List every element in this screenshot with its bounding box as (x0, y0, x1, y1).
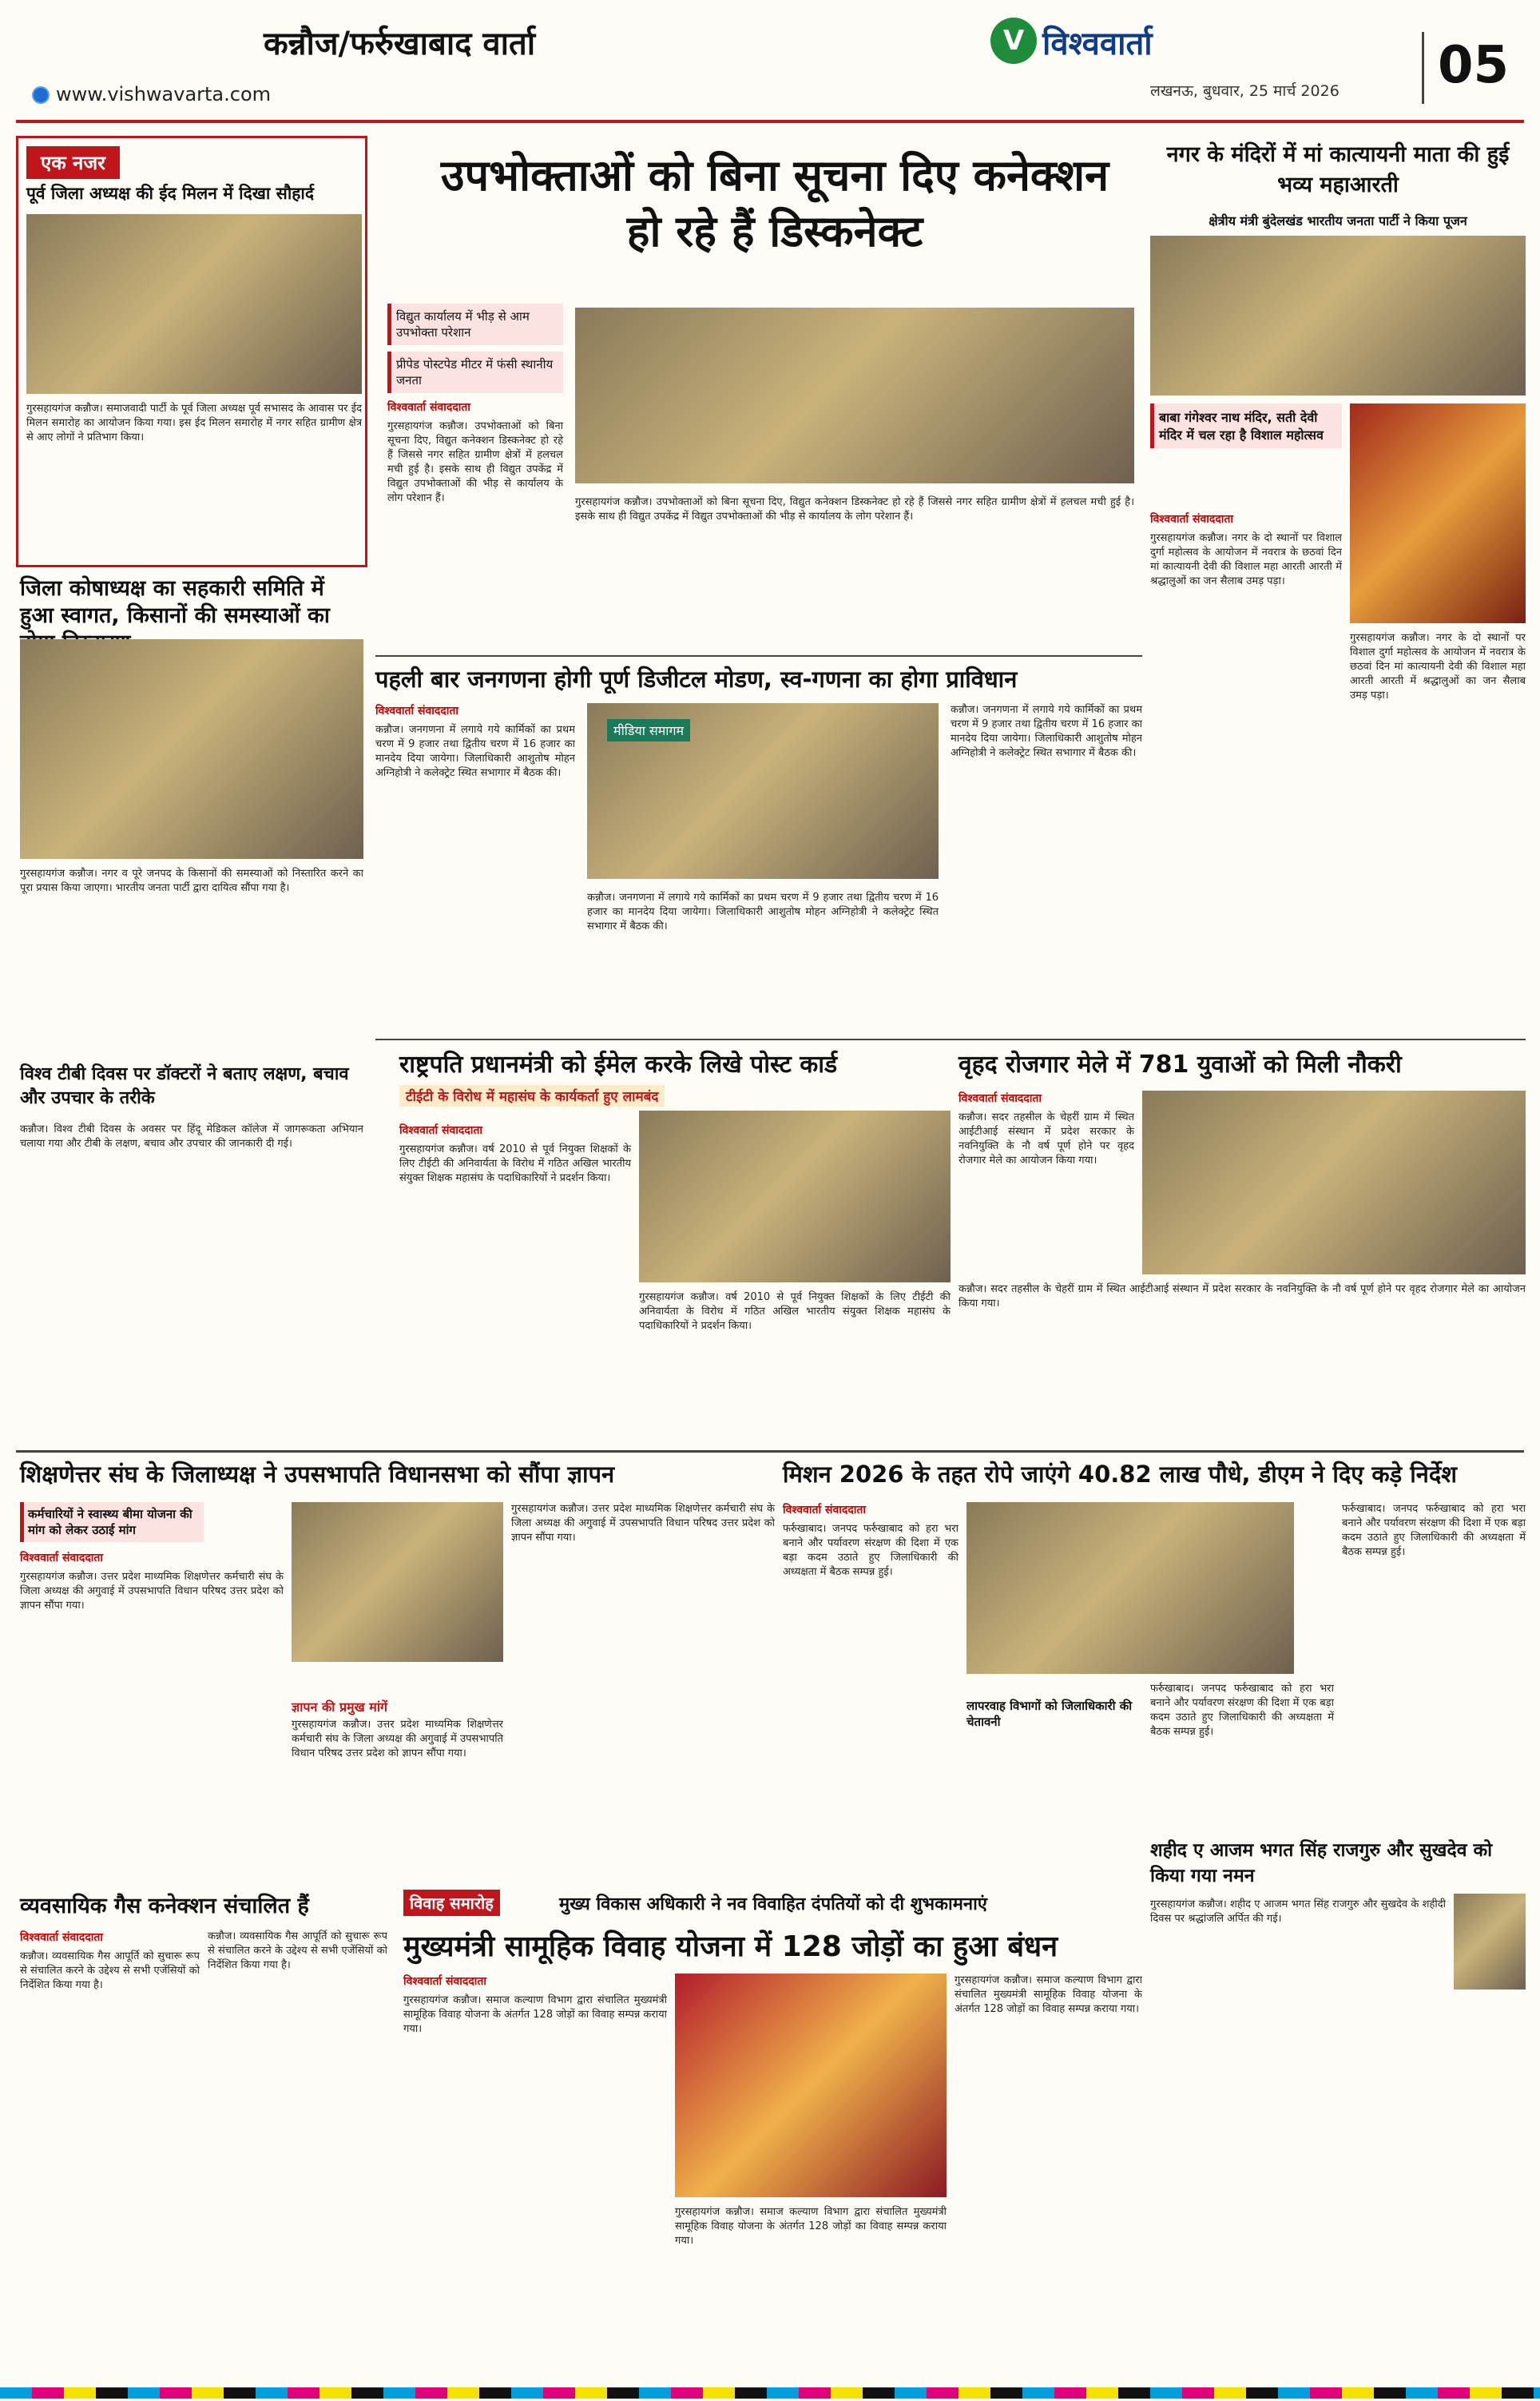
brand-logo-icon: V (990, 18, 1037, 64)
tb-story (16, 1063, 367, 1422)
mission-headline: मिशन 2026 के तहत रोपे जाएंगे 40.82 लाख पौधे, डीएम ने दिए कड़े निर्देश (783, 1461, 1458, 1488)
main-byline: विश्ववार्ता संवाददाता (387, 401, 471, 414)
janganana-body-2: कन्नौज। जनगणना में लगाये गये कार्मिकों का प्रथम चरण में 9 हजार तथा द्वितीय चरण में 16 हजार का मानदेय दिया जायेगा। जिलाधिकारी आशुतोष मोहन अग्निहोत्री ने कलेक्ट्रेट स्थित सभागार में बैठक की। (587, 892, 939, 932)
gas-byline: विश्ववार्ता संवाददाता (20, 1931, 104, 1944)
vivah-byline: विश्ववार्ता संवाददाता (403, 1975, 487, 1988)
bullet-1: विद्युत कार्यालय में भीड़ से आम उपभोक्ता परेशान (387, 304, 563, 345)
aarti-body-cont: गुरसहायगंज कन्नौज। नगर के दो स्थानों पर विशाल दुर्गा महोत्सव के आयोजन में नवरात्र के छठवां दिन मां कात्यायनी देवी की विशाल महा आरती आरती में श्रद्धालुओं का जन सैलाब उमड़ पड़ा। (1350, 632, 1526, 702)
vivah-body: गुरसहायगंज कन्नौज। समाज कल्याण विभाग द्वारा संचालित मुख्यमंत्री सामूहिक विवाह योजना के अंतर्गत 128 जोड़ों का विवाह सम्पन्न कराया गया। (403, 1994, 667, 2035)
mission-subhead: लापरवाह विभागों को जिलाधिकारी की चेतावनी (966, 1699, 1133, 1729)
janganana-byline: विश्ववार्ता संवाददाता (375, 705, 459, 718)
main-headline: उपभोक्ताओं को बिना सूचना दिए कनेक्शन हो रहे हैं डिस्कनेक्ट (440, 150, 1109, 256)
ek-nazar-headline: पूर्व जिला अध्यक्ष की ईद मिलन में दिखा सौहार्द (26, 184, 315, 203)
shikshanetar-photo (292, 1502, 503, 1662)
aarti-headline: नगर के मंदिरों में मां कात्यायनी माता की हुई भव्य महाआरती (1166, 142, 1510, 197)
ek-nazar-photo (26, 214, 362, 394)
page-number: 05 (1438, 36, 1510, 95)
shahid-headline: शहीद ए आजम भगत सिंह राजगुरु और सुखदेव को किया गया नमन (1150, 1840, 1493, 1886)
rojgar-body-2: कन्नौज। सदर तहसील के चेहरीं ग्राम में स्थित आईटीआई संस्थान में प्रदेश सरकार के नवनियुक्ति के नौ वर्ष पूर्ण होने पर वृहद रोजगार मेले का आयोजन किया गया। (959, 1283, 1526, 1310)
main-photo (575, 308, 1134, 483)
janganana-photo-banner: मीडिया समागम (607, 719, 690, 741)
main-body-cont: गुरसहायगंज कन्नौज। उपभोक्ताओं को बिना सूचना दिए, विद्युत कनेक्शन डिस्कनेक्ट हो रहे हैं जिससे नगर सहित ग्रामीण क्षेत्रों में हलचल मची हुई है। इसके साथ ही विद्युत उपकेंद्र में विद्युत उपभोक्ताओं की भीड़ से कार्यालय के लोग परेशान हैं। (575, 496, 1134, 523)
shahid-story (1150, 1838, 1526, 2261)
main-body: गुरसहायगंज कन्नौज। उपभोक्ताओं को बिना सूचना दिए, विद्युत कनेक्शन डिस्कनेक्ट हो रहे हैं जिससे नगर सहित ग्रामीण क्षेत्रों में हलचल मची हुई है। इसके साथ ही विद्युत उपकेंद्र में विद्युत उपभोक्ताओं की भीड़ से कार्यालय के लोग परेशान हैं। (387, 420, 563, 504)
president-byline: विश्ववार्ता संवाददाता (399, 1124, 483, 1137)
gas-body-2: कन्नौज। व्यवसायिक गैस आपूर्ति को सुचारू रूप से संचालित करने के उद्देश्य से सभी एजेंसियों को निर्देशित किया गया है। (208, 1930, 387, 1971)
gas-body: कन्नौज। व्यवसायिक गैस आपूर्ति को सुचारू रूप से संचालित करने के उद्देश्य से सभी एजेंसियों को निर्देशित किया गया है। (20, 1950, 200, 1991)
mission-body-2: फर्रुखाबाद। जनपद फर्रुखाबाद को हरा भरा बनाने और पर्यावरण संरक्षण की दिशा में एक बड़ा कदम उठाते हुए जिलाधिकारी की अध्यक्षता में बैठक सम्पन्न हुई। (1150, 1683, 1334, 1738)
page-divider (1422, 32, 1424, 104)
shikshanetar-sub: कर्मचारियों ने स्वास्थ्य बीमा योजना की मांग को लेकर उठाई मांग (20, 1502, 204, 1542)
rojgar-photo (1142, 1091, 1526, 1274)
ek-nazar-body: गुरसहायगंज कन्नौज। समाजवादी पार्टी के पूर्व जिला अध्यक्ष पूर्व सभासद के आवास पर ईद मिलन समारोह का आयोजन किया गया। इस ईद मिलन समारोह में नगर सहित ग्रामीण क्षेत्र से आए लोगों ने प्रतिभाग किया। (26, 403, 362, 443)
vivah-story (399, 1890, 1142, 2385)
janganana-rule (375, 655, 1142, 657)
shahid-photo (1454, 1894, 1526, 1990)
aarti-photo-1 (1150, 236, 1526, 396)
shikshanetar-story (16, 1458, 775, 1882)
tb-body: कन्नौज। विश्व टीबी दिवस के अवसर पर हिंदू मेडिकल कॉलेज में जागरूकता अभियान चलाया गया और टीबी के लक्षण, बचाव और उपचार की जानकारी दी गई। (20, 1123, 363, 1150)
aarti-photo-2 (1350, 403, 1526, 623)
kosh-story (16, 575, 367, 1055)
vivah-headline: मुख्यमंत्री सामूहिक विवाह योजना में 128 जोड़ों का हुआ बंधन (403, 1930, 1058, 1963)
main-story (375, 136, 1142, 519)
president-photo (639, 1111, 951, 1282)
kosh-headline: जिला कोषाध्यक्ष का सहकारी समिति में हुआ स्वागत, किसानों की समस्याओं का (20, 576, 330, 628)
dateline: लखनऊ, बुधवार, 25 मार्च 2026 (1150, 82, 1340, 100)
shikshanetar-body-3: गुरसहायगंज कन्नौज। उत्तर प्रदेश माध्यमिक शिक्षणेत्तर कर्मचारी संघ के जिला अध्यक्ष की अगुवाई में उपसभापति विधान परिषद उत्तर प्रदेश को ज्ञापन सौंपा गया। (511, 1503, 775, 1544)
janganana-body: कन्नौज। जनगणना में लगाये गये कार्मिकों का प्रथम चरण में 9 हजार तथा द्वितीय चरण में 16 हजार का मानदेय दिया जायेगा। जिलाधिकारी आशुतोष मोहन अग्निहोत्री ने कलेक्ट्रेट स्थित सभागार में बैठक की। (375, 724, 575, 779)
kosh-photo (20, 639, 363, 859)
main-bullets (387, 304, 563, 393)
rojgar-byline: विश्ववार्ता संवाददाता (959, 1092, 1042, 1105)
mission-story (783, 1458, 1526, 1834)
mission-byline: विश्ववार्ता संवाददाता (783, 1504, 867, 1517)
mission-body-3: फर्रुखाबाद। जनपद फर्रुखाबाद को हरा भरा बनाने और पर्यावरण संरक्षण की दिशा में एक बड़ा कदम उठाते हुए जिलाधिकारी की अध्यक्षता में बैठक सम्पन्न हुई। (1342, 1503, 1526, 1558)
color-registration-bar (0, 2387, 1540, 2399)
president-sub: टीईटी के विरोध में महासंघ के कार्यकर्ता हुए लामबंद (399, 1085, 665, 1107)
brand-name: विश्ववार्ता (1042, 26, 1153, 62)
lower-rule (16, 1450, 1524, 1453)
rojgar-story (959, 1047, 1526, 1446)
masthead-rule (16, 120, 1524, 123)
section-title: कन्नौज/फर्रुखाबाद वार्ता (264, 26, 536, 62)
vivah-body-3: गुरसहायगंज कन्नौज। समाज कल्याण विभाग द्वारा संचालित मुख्यमंत्री सामूहिक विवाह योजना के अंतर्गत 128 जोड़ों का विवाह सम्पन्न कराया गया। (955, 1974, 1142, 2015)
president-body-2: गुरसहायगंज कन्नौज। वर्ष 2010 से पूर्व नियुक्त शिक्षकों के लिए टीईटी की अनिवार्यता के विरोध में गठित अखिल भारतीय संयुक्त शिक्षक महासंघ के पदाधिकारियों ने प्रदर्शन किया। (639, 1291, 951, 1332)
rojgar-body: कन्नौज। सदर तहसील के चेहरीं ग्राम में स्थित आईटीआई संस्थान में प्रदेश सरकार के नवनियुक्ति के नौ वर्ष पूर्ण होने पर वृहद रोजगार मेले का आयोजन किया गया। (959, 1111, 1134, 1167)
tb-headline: विश्व टीबी दिवस पर डॉक्टरों ने बताए लक्षण, बचाव और उपचार के तरीके (20, 1064, 349, 1108)
shikshanetar-body-2: गुरसहायगंज कन्नौज। उत्तर प्रदेश माध्यमिक शिक्षणेत्तर कर्मचारी संघ के जिला अध्यक्ष की अगुवाई में उपसभापति विधान परिषद उत्तर प्रदेश को ज्ञापन सौंपा गया। (292, 1719, 503, 1759)
rojgar-headline: वृहद रोजगार मेले में 781 युवाओं को मिली नौकरी (959, 1051, 1402, 1079)
janganana-body-3: कन्नौज। जनगणना में लगाये गये कार्मिकों का प्रथम चरण में 9 हजार तथा द्वितीय चरण में 16 हजार का मानदेय दिया जायेगा। जिलाधिकारी आशुतोष मोहन अग्निहोत्री ने कलेक्ट्रेट स्थित सभागार में बैठक की। (951, 704, 1142, 759)
janganana-headline: पहली बार जनगणना होगी पूर्ण डिजीटल मोडण, स्व-गणना का होगा प्राविधान (375, 666, 1018, 693)
masthead (0, 0, 1540, 120)
website[interactable]: www.vishwavarta.com (56, 83, 272, 105)
president-body: गुरसहायगंज कन्नौज। वर्ष 2010 से पूर्व नियुक्त शिक्षकों के लिए टीईटी की अनिवार्यता के विरोध में गठित अखिल भारतीय संयुक्त शिक्षक महासंघ के पदाधिकारियों ने प्रदर्शन किया। (399, 1143, 631, 1184)
janganana-story (375, 663, 1142, 1031)
ek-nazar-story (16, 136, 367, 567)
ek-nazar-label: एक नजर (26, 146, 120, 179)
mission-body: फर्रुखाबाद। जनपद फर्रुखाबाद को हरा भरा बनाने और पर्यावरण संरक्षण की दिशा में एक बड़ा कदम उठाते हुए जिलाधिकारी की अध्यक्षता में बैठक सम्पन्न हुई। (783, 1523, 959, 1578)
gas-story (16, 1890, 391, 2385)
kosh-body: गुरसहायगंज कन्नौज। नगर व पूरे जनपद के किसानों की समस्याओं को निस्तारित करने का पूरा प्रयास किया जाएगा। भारतीय जनता पार्टी द्वारा दायित्व सौंपा गया है। (20, 868, 363, 894)
site-globe-icon (32, 86, 50, 104)
vivah-photo (675, 1974, 947, 2197)
president-headline: राष्ट्रपति प्रधानमंत्री को ईमेल करके लिखे पोस्ट कार्ड (399, 1051, 838, 1079)
shikshanetar-byline: विश्ववार्ता संवाददाता (20, 1552, 104, 1564)
vivah-sub: मुख्य विकास अधिकारी ने नव विवाहित दंपतियों को दी शुभकामनाएं (559, 1894, 987, 1914)
aarti-byline: विश्ववार्ता संवाददाता (1150, 513, 1234, 526)
aarti-sub: क्षेत्रीय मंत्री बुंदेलखंड भारतीय जनता पार्टी ने किया पूजन (1209, 213, 1467, 229)
shikshanetar-subhead: ज्ञापन की प्रमुख मांगें (292, 1699, 387, 1715)
aarti-body: गुरसहायगंज कन्नौज। नगर के दो स्थानों पर विशाल दुर्गा महोत्सव के आयोजन में नवरात्र के छठवां दिन मां कात्यायनी देवी की विशाल महा आरती आरती में श्रद्धालुओं का जन सैलाब उमड़ पड़ा। (1150, 532, 1342, 587)
vivah-body-2: गुरसहायगंज कन्नौज। समाज कल्याण विभाग द्वारा संचालित मुख्यमंत्री सामूहिक विवाह योजना के अंतर्गत 128 जोड़ों का विवाह सम्पन्न कराया गया। (675, 2206, 947, 2247)
aarti-story (1150, 136, 1526, 1047)
shahid-body: गुरसहायगंज कन्नौज। शहीद ए आजम भगत सिंह राजगुरु और सुखदेव के शहीदी दिवस पर श्रद्धांजलि अर्पित की गई। (1150, 1898, 1446, 1925)
vivah-tag: विवाह समारोह (403, 1890, 500, 1916)
aarti-caption: बाबा गंगेश्वर नाथ मंदिर, सती देवी मंदिर में चल रहा है विशाल महोत्सव (1150, 403, 1342, 448)
bullet-2: प्रीपेड पोस्टपेड मीटर में फंसी स्थानीय जनता (387, 352, 563, 393)
president-rule (375, 1039, 1526, 1040)
president-story (375, 1047, 951, 1446)
shikshanetar-body: गुरसहायगंज कन्नौज। उत्तर प्रदेश माध्यमिक शिक्षणेत्तर कर्मचारी संघ के जिला अध्यक्ष की अगुवाई में उपसभापति विधान परिषद उत्तर प्रदेश को ज्ञापन सौंपा गया। (20, 1571, 284, 1612)
shikshanetar-headline: शिक्षणेत्तर संघ के जिलाध्यक्ष ने उपसभापति विधानसभा को सौंपा ज्ञापन (20, 1461, 615, 1488)
gas-headline: व्यवसायिक गैस कनेक्शन संचालित हैं (20, 1894, 309, 1918)
mission-photo (966, 1502, 1294, 1674)
